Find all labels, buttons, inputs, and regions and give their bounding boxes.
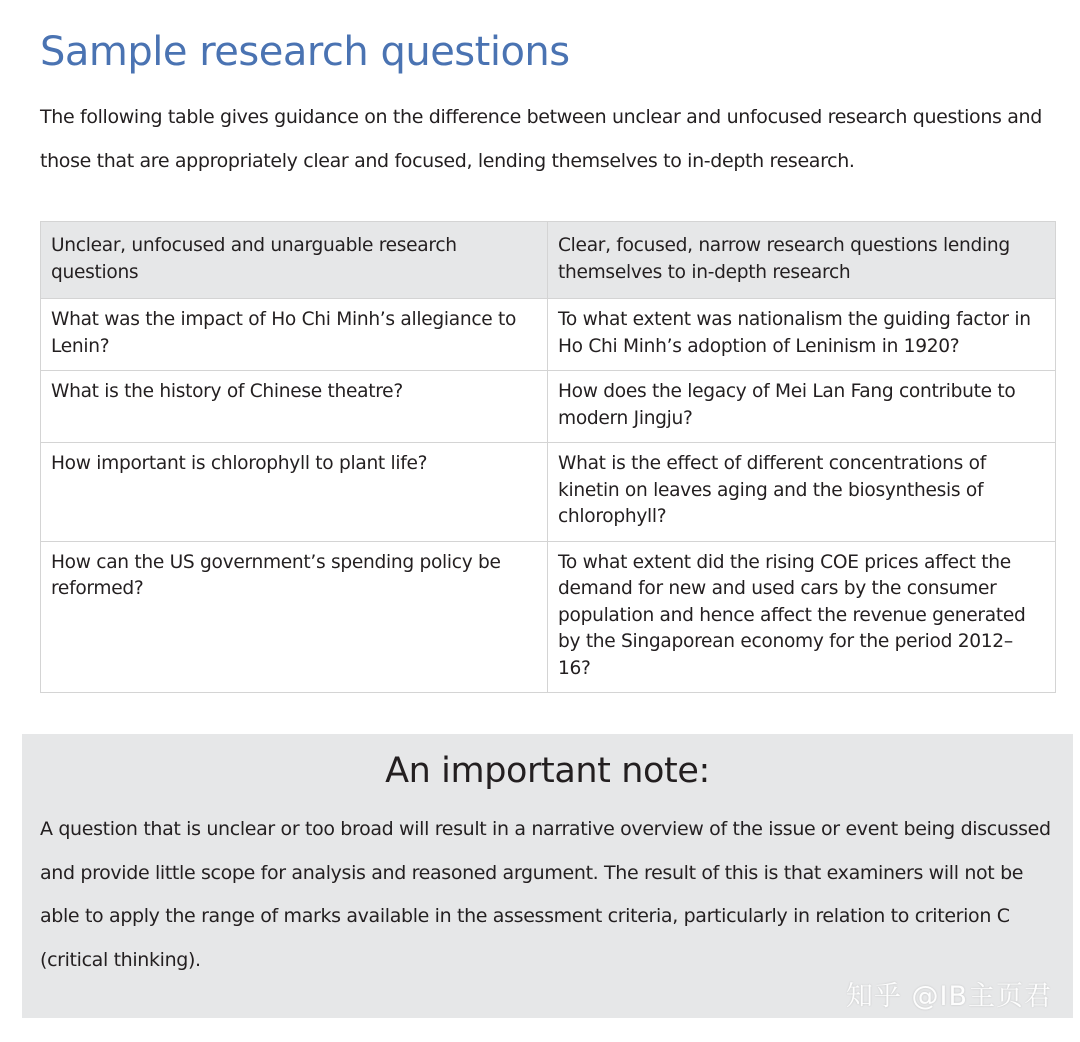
unclear-question-cell: What was the impact of Ho Chi Minh’s allegiance to Lenin? (41, 299, 548, 371)
unclear-question-cell: How can the US government’s spending policy be reformed? (41, 541, 548, 693)
clear-question-cell: What is the effect of different concentrations of kinetin on leaves aging and the biosynthesis of chlorophyll? (548, 443, 1056, 542)
page-title: Sample research questions (40, 29, 570, 75)
research-questions-table (40, 221, 1056, 693)
table-header-row (41, 222, 1056, 299)
clear-question-cell: To what extent was nationalism the guiding factor in Ho Chi Minh’s adoption of Leninism in 1920? (548, 299, 1056, 371)
intro-paragraph: The following table gives guidance on the difference between unclear and unfocused research questions and those that are appropriately clear and focused, lending themselves to in-depth research. (40, 106, 1042, 172)
unclear-question-cell: What is the history of Chinese theatre? (41, 371, 548, 443)
table-row (41, 299, 1056, 371)
clear-question-cell: To what extent did the rising COE prices affect the demand for new and used cars by the consumer population and hence affect the revenue generated by the Singaporean economy for the period 2012–16? (548, 541, 1056, 693)
header-unclear-questions: Unclear, unfocused and unarguable research questions (41, 222, 548, 299)
zhihu-watermark: 知乎 @IB主页君 (845, 981, 1052, 1012)
unclear-question-cell: How important is chlorophyll to plant life? (41, 443, 548, 542)
table-row (41, 371, 1056, 443)
important-note-box (22, 734, 1073, 1018)
table-row (41, 443, 1056, 542)
table-row (41, 541, 1056, 693)
header-clear-questions: Clear, focused, narrow research questions lending themselves to in-depth research (548, 222, 1056, 299)
note-body: A question that is unclear or too broad will result in a narrative overview of the issue or event being discussed and provide little scope for analysis and reasoned argument. The result of this is that examiners will not be able to apply the range of marks available in the assessment criteria, particularly in relation to criterion C (critical thinking). (40, 818, 1051, 971)
note-title: An important note: (385, 751, 710, 791)
clear-question-cell: How does the legacy of Mei Lan Fang contribute to modern Jingju? (548, 371, 1056, 443)
